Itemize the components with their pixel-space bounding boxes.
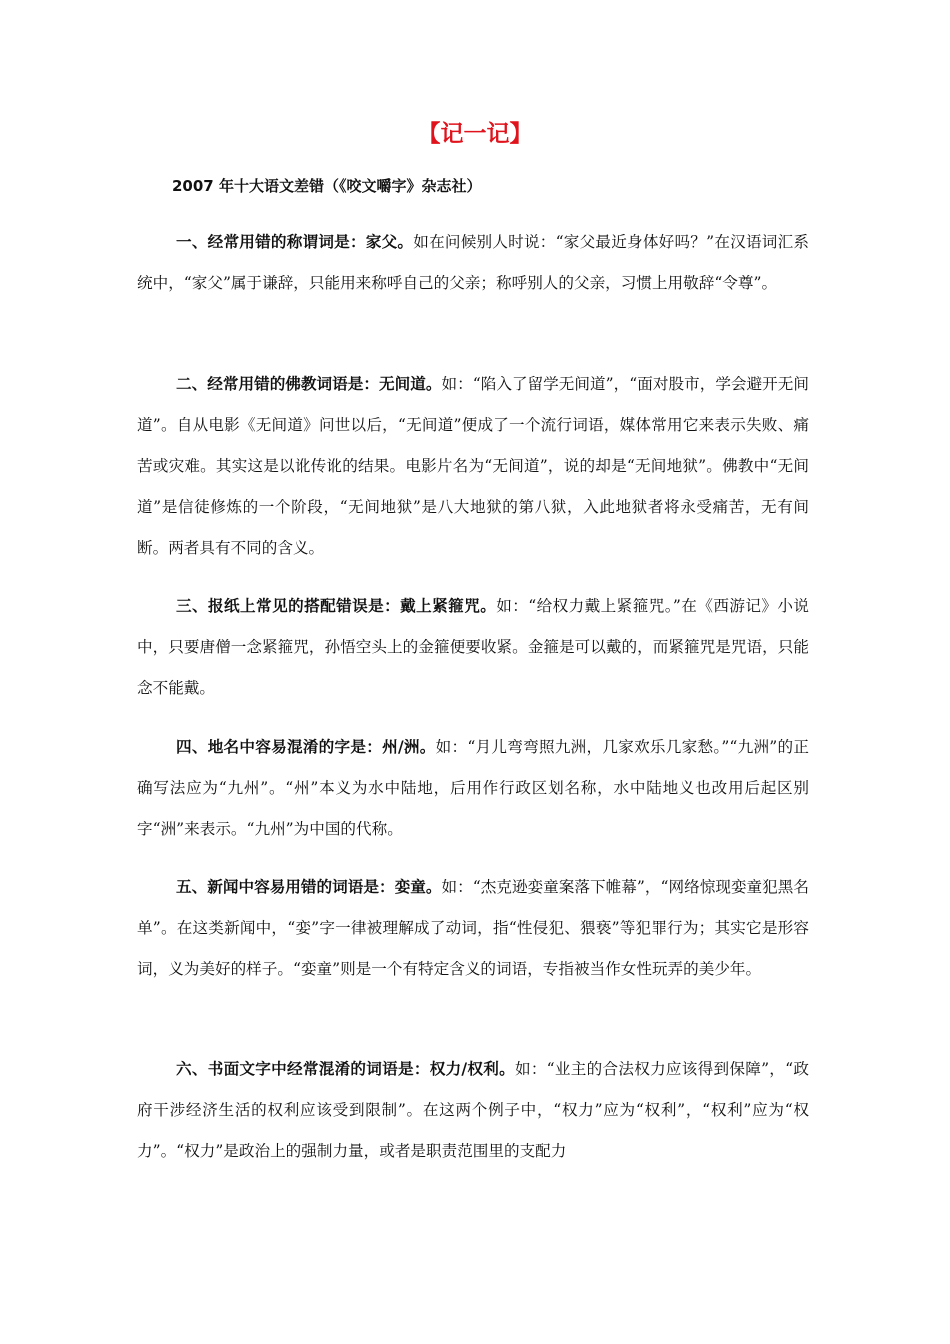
paragraph-5-heading: 五、新闻中容易用错的词语是：娈童。 [176, 878, 442, 896]
paragraph-6 [137, 1049, 809, 1172]
paragraph-3-heading: 三、报纸上常见的搭配错误是：戴上紧箍咒。 [176, 597, 497, 615]
paragraph-4-heading: 四、地名中容易混淆的字是：州/洲。 [176, 738, 436, 756]
document-subtitle: 2007 年十大语文差错（《咬文嚼字》杂志社） [172, 177, 482, 195]
paragraph-3 [137, 586, 809, 709]
paragraph-4 [137, 727, 809, 850]
paragraph-2 [137, 364, 809, 569]
paragraph-6-heading: 六、书面文字中经常混淆的词语是：权力/权利。 [176, 1060, 515, 1078]
page-title: 【记一记】 [417, 121, 533, 147]
paragraph-2-body: 如：“陷入了留学无间道”，“面对股市，学会避开无间道”。自从电影《无间道》问世以后，“无间道”便成了一个流行词语，媒体常用它来表示失败、痛苦或灾难。其实这是以讹传讹的结果。电影片名为“无间道”，说的却是“无间地狱”。佛教中“无间道”是信徒修炼的一个阶段，“无间地狱”是八大地狱的第八狱，入此地狱者将永受痛苦，无有间断。两者具有不同的含义。 [137, 375, 809, 557]
paragraph-1 [137, 222, 809, 304]
paragraph-5-body: 如：“杰克逊娈童案落下帷幕”，“网络惊现娈童犯黑名单”。在这类新闻中，“娈”字一律被理解成了动词，指“性侵犯、猥亵”等犯罪行为；其实它是形容词，义为美好的样子。“娈童”则是一个有特定含义的词语，专指被当作女性玩弄的美少年。 [137, 878, 809, 978]
paragraph-2-heading: 二、经常用错的佛教词语是：无间道。 [176, 375, 442, 393]
paragraph-6-body: 如：“业主的合法权力应该得到保障”，“政府干涉经济生活的权利应该受到限制”。在这两个例子中，“权力”应为“权利”，“权利”应为“权力”。“权力”是政治上的强制力量，或者是职责范围里的支配力 [137, 1060, 809, 1160]
paragraph-1-heading: 一、经常用错的称谓词是：家父。 [176, 233, 414, 251]
paragraph-3-body: 如：“给权力戴上紧箍咒。”在《西游记》小说中，只要唐僧一念紧箍咒，孙悟空头上的金箍便要收紧。金箍是可以戴的，而紧箍咒是咒语，只能念不能戴。 [137, 597, 809, 697]
paragraph-5 [137, 867, 809, 990]
paragraph-1-body: 如在问候别人时说：“家父最近身体好吗？”在汉语词汇系统中，“家父”属于谦辞，只能用来称呼自己的父亲；称呼别人的父亲，习惯上用敬辞“令尊”。 [137, 233, 809, 292]
paragraph-4-body: 如：“月儿弯弯照九洲，几家欢乐几家愁。”“九洲”的正确写法应为“九州”。“州”本义为水中陆地，后用作行政区划名称，水中陆地义也改用后起区别字“洲”来表示。“九州”为中国的代称。 [137, 738, 809, 838]
